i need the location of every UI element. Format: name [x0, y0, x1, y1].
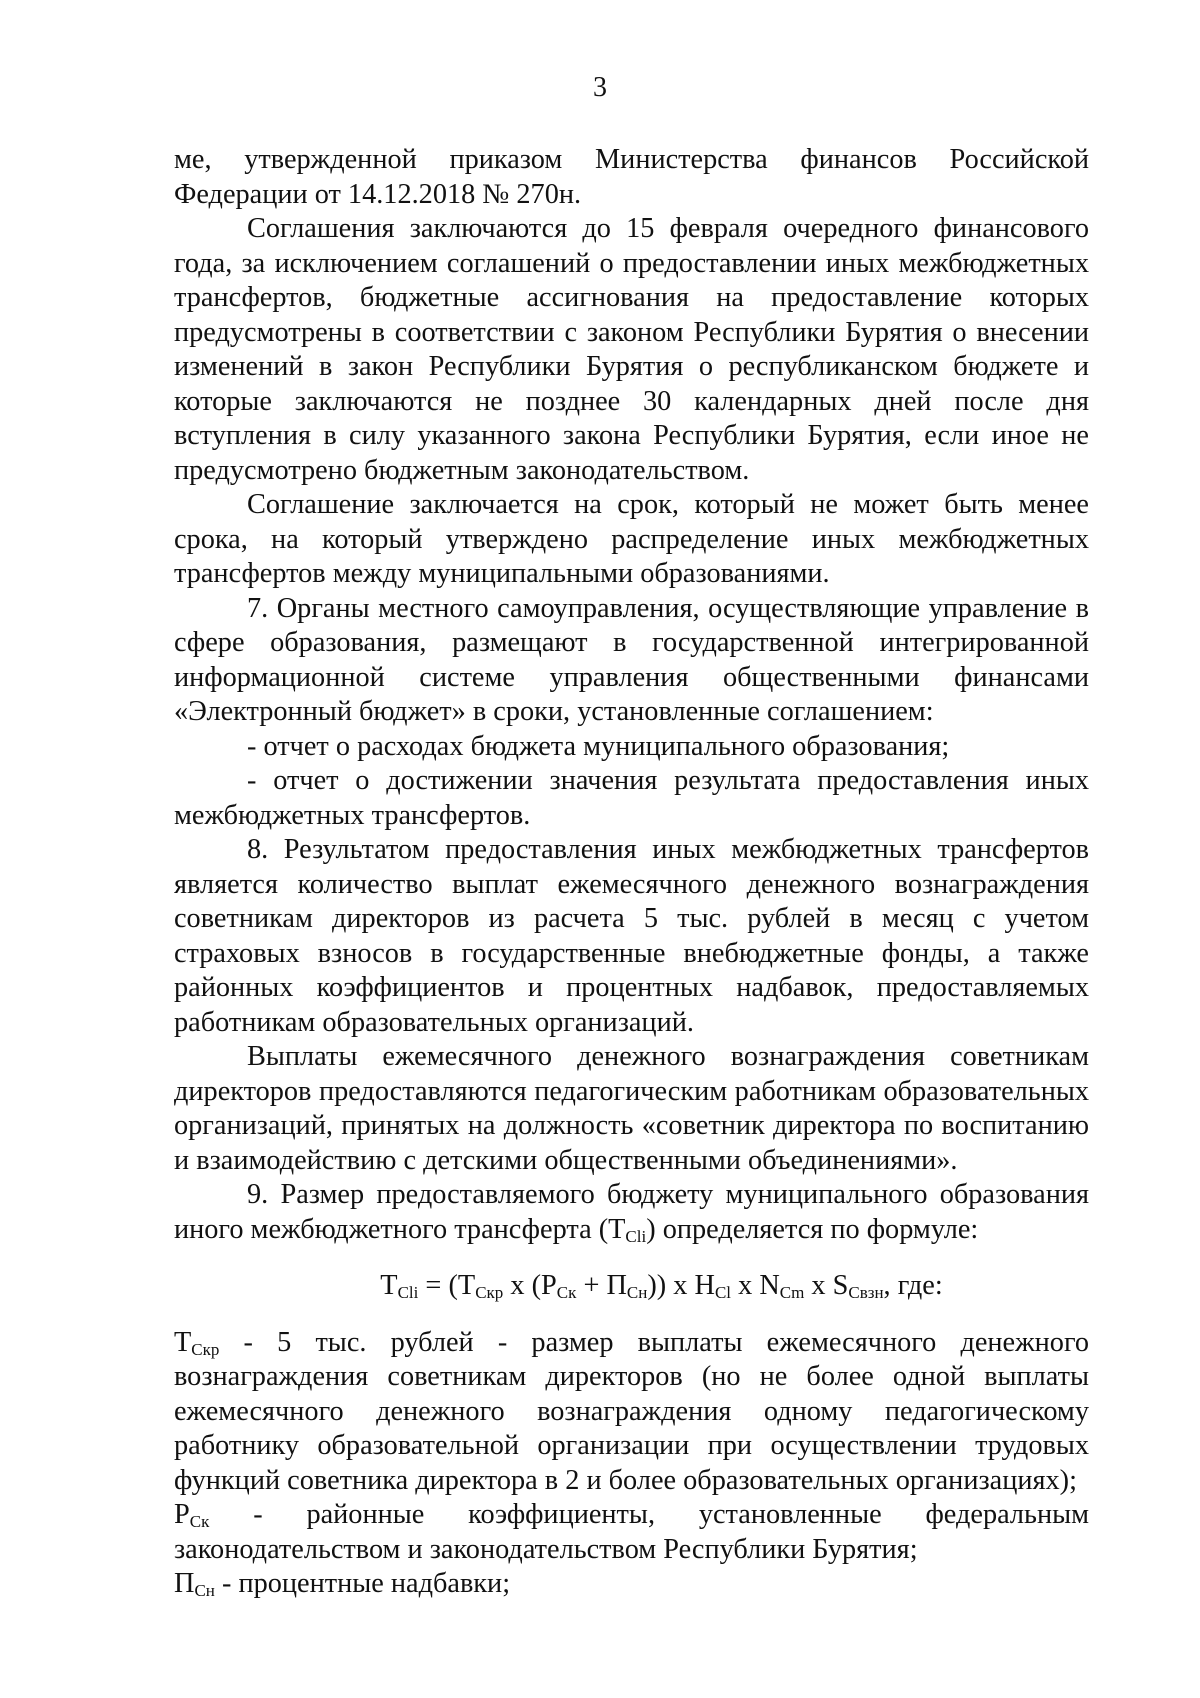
paragraph-continuation: ме, утвержденной приказом Министерства финансов Российской Федерации от 14.12.2018 № 270н.: [174, 144, 1089, 210]
paragraph-item-9-tail: ) определяется по формуле:: [646, 1213, 979, 1245]
list-item-result-report: - отчет о достижении значения результата предоставления иных межбюджетных трансфертов.: [174, 765, 1089, 831]
definition-rsk: $Р_{Ск}$ - районные коэффициенты, установленные федеральным законодательством и законодательством Республики Бурятия;: [174, 1499, 1089, 1565]
page-number: 3: [593, 72, 607, 103]
paragraph-agreement-term: Соглашение заключается на срок, который не может быть менее срока, на который утверждено распределение иных межбюджетных трансфертов между муниципальными образованиями.: [174, 489, 1089, 589]
formula: $Т_{Cli} = (Т_{Скр}$ х $(Р_{Ск} + П_{Сн})$) х $Н_{Cl}$ х $N_{Cm}$ х $S_{Свзн}$, где:: [380, 1270, 943, 1302]
paragraph-item-8: 8. Результатом предоставления иных межбюджетных трансфертов является количество выплат ежемесячного денежного вознаграждения советникам директоров из расчета 5 тыс. рублей в месяц с учетом страховых взносов в государственные внебюджетные фонды, а также районных коэффициентов и процентных надбавок, предоставляемых работникам образовательных организаций.: [174, 834, 1089, 1038]
list-item-expense-report: - отчет о расходах бюджета муниципального образования;: [247, 730, 950, 762]
paragraph-item-9-text: 9. Размер предоставляемого бюджету муниципального образования иного межбюджетного трансферта (: [174, 1179, 1089, 1245]
paragraph-item-9: [174, 1178, 1089, 1247]
document-body: [174, 143, 1089, 1602]
paragraph-item-7: 7. Органы местного самоуправления, осуществляющие управление в сфере образования, размещают в государственной интегрированной информационной системе управления общественными финансами «Электронный бюджет» в сроки, установленные соглашением:: [174, 592, 1089, 727]
definition-psn: $П_{Сн}$ - процентные надбавки;: [174, 1568, 511, 1600]
definition-tskr: $Т_{Скр} - 5$ тыс. рублей - размер выплаты ежемесячного денежного вознаграждения советникам директоров (но не более одной выплаты ежемесячного денежного вознаграждения одному педагогическому работнику образовательной организации при осуществлении трудовых функций советника директора в 2 и более образовательных организациях);: [174, 1326, 1089, 1496]
paragraph-agreement-deadline: Соглашения заключаются до 15 февраля очередного финансового года, за исключением соглашений о предоставлении иных межбюджетных трансфертов, бюджетные ассигнования на предоставление которых предусмотрены в соответствии с законом Республики Бурятия о внесении изменений в закон Республики Бурятия о республиканском бюджете и которые заключаются не позднее 30 календарных дней после дня вступления в силу указанного закона Республики Бурятия, если иное не предусмотрено бюджетным законодательством.: [174, 213, 1089, 486]
paragraph-payments: Выплаты ежемесячного денежного вознаграждения советникам директоров предоставляются педагогическим работникам образовательных организаций, принятых на должность «советник директора по воспитанию и взаимодействию с детскими общественными объединениями».: [174, 1041, 1089, 1176]
symbol-tcli: $Т_{Cli}$: [608, 1213, 647, 1246]
